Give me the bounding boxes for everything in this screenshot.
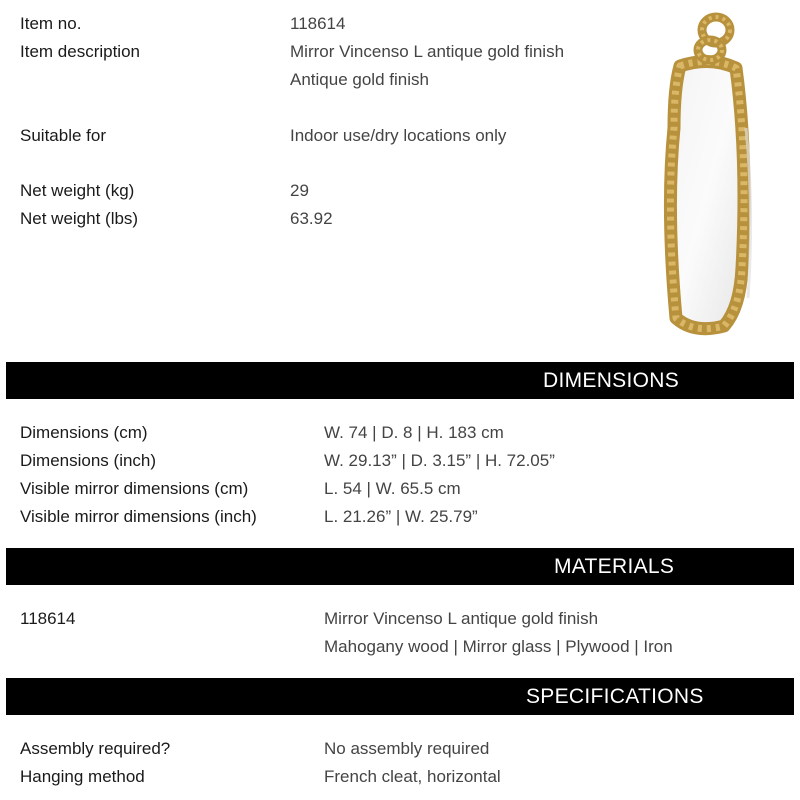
visible-mirror-inch-value: L. 21.26” | W. 25.79” — [324, 507, 478, 526]
materials-header: MATERIALS — [554, 555, 675, 578]
visible-mirror-cm-label: Visible mirror dimensions (cm) — [20, 479, 249, 498]
visible-mirror-inch-label: Visible mirror dimensions (inch) — [20, 507, 257, 526]
materials-line-2: Mahogany wood | Mirror glass | Plywood | Iron — [324, 637, 673, 656]
item-description-label: Item description — [20, 42, 140, 61]
net-weight-kg-label: Net weight (kg) — [20, 181, 135, 200]
dimensions-cm-value: W. 74 | D. 8 | H. 183 cm — [324, 423, 504, 442]
materials-item-no: 118614 — [20, 609, 76, 628]
materials-header-bar — [6, 548, 794, 585]
materials-line-1: Mirror Vincenso L antique gold finish — [324, 609, 599, 628]
item-no-value: 118614 — [290, 14, 346, 33]
specifications-header-bar — [6, 678, 794, 715]
net-weight-lbs-label: Net weight (lbs) — [20, 209, 139, 228]
net-weight-lbs-value: 63.92 — [290, 209, 333, 228]
dimensions-header-bar — [6, 362, 794, 399]
suitable-for-value: Indoor use/dry locations only — [290, 126, 507, 145]
specifications-header: SPECIFICATIONS — [526, 685, 704, 708]
item-no-label: Item no. — [20, 14, 82, 33]
assembly-required-value: No assembly required — [324, 739, 490, 758]
dimensions-cm-label: Dimensions (cm) — [20, 423, 148, 442]
dimensions-inch-value: W. 29.13” | D. 3.15” | H. 72.05” — [324, 451, 555, 470]
visible-mirror-cm-value: L. 54 | W. 65.5 cm — [324, 479, 461, 498]
net-weight-kg-value: 29 — [290, 181, 309, 200]
dimensions-header: DIMENSIONS — [543, 369, 680, 392]
assembly-required-label: Assembly required? — [20, 739, 171, 758]
rope-frame-mirror-image — [640, 8, 770, 348]
dimensions-inch-label: Dimensions (inch) — [20, 451, 157, 470]
hanging-method-value: French cleat, horizontal — [324, 767, 501, 786]
item-description-line-1: Mirror Vincenso L antique gold finish — [290, 42, 565, 61]
hanging-method-label: Hanging method — [20, 767, 145, 786]
item-description-line-2: Antique gold finish — [290, 70, 429, 89]
suitable-for-label: Suitable for — [20, 126, 106, 145]
